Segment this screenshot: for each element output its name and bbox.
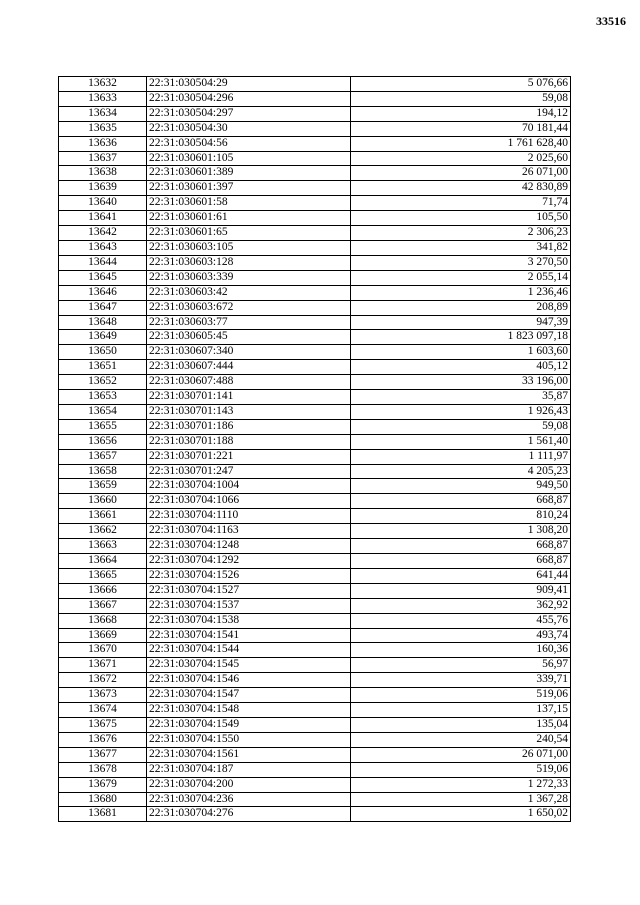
value-cell: 35,87 xyxy=(351,390,571,405)
table-row xyxy=(59,166,571,181)
value-cell: 641,44 xyxy=(351,568,571,583)
row-number-cell: 13667 xyxy=(59,598,147,613)
value-cell: 405,12 xyxy=(351,360,571,375)
cadastral-number-cell: 22:31:030704:1004 xyxy=(147,479,351,494)
table-row xyxy=(59,434,571,449)
cadastral-number-cell: 22:31:030601:65 xyxy=(147,226,351,241)
table-row xyxy=(59,255,571,270)
table-row xyxy=(59,77,571,92)
value-cell: 26 071,00 xyxy=(351,166,571,181)
table-row xyxy=(59,121,571,136)
cadastral-number-cell: 22:31:030603:77 xyxy=(147,315,351,330)
row-number-cell: 13650 xyxy=(59,345,147,360)
table-row xyxy=(59,404,571,419)
cadastral-number-cell: 22:31:030704:236 xyxy=(147,792,351,807)
row-number-cell: 13670 xyxy=(59,643,147,658)
row-number-cell: 13640 xyxy=(59,196,147,211)
row-number-cell: 13637 xyxy=(59,151,147,166)
value-cell: 1 236,46 xyxy=(351,285,571,300)
cadastral-number-cell: 22:31:030504:56 xyxy=(147,136,351,151)
value-cell: 70 181,44 xyxy=(351,121,571,136)
row-number-cell: 13633 xyxy=(59,91,147,106)
row-number-cell: 13672 xyxy=(59,673,147,688)
table-row xyxy=(59,106,571,121)
table-row xyxy=(59,539,571,554)
cadastral-number-cell: 22:31:030704:1561 xyxy=(147,747,351,762)
row-number-cell: 13665 xyxy=(59,568,147,583)
row-number-cell: 13634 xyxy=(59,106,147,121)
table-row xyxy=(59,285,571,300)
table-row xyxy=(59,196,571,211)
value-cell: 947,39 xyxy=(351,315,571,330)
table-row xyxy=(59,270,571,285)
row-number-cell: 13657 xyxy=(59,449,147,464)
cadastral-number-cell: 22:31:030701:247 xyxy=(147,464,351,479)
table-body xyxy=(59,77,571,822)
cadastral-number-cell: 22:31:030704:200 xyxy=(147,777,351,792)
value-cell: 519,06 xyxy=(351,688,571,703)
row-number-cell: 13649 xyxy=(59,330,147,345)
table-row xyxy=(59,613,571,628)
cadastral-number-cell: 22:31:030701:186 xyxy=(147,419,351,434)
cadastral-number-cell: 22:31:030601:397 xyxy=(147,181,351,196)
table-row xyxy=(59,375,571,390)
row-number-cell: 13654 xyxy=(59,404,147,419)
row-number-cell: 13641 xyxy=(59,211,147,226)
row-number-cell: 13676 xyxy=(59,732,147,747)
cadastral-number-cell: 22:31:030704:1066 xyxy=(147,494,351,509)
cadastral-number-cell: 22:31:030704:1538 xyxy=(147,613,351,628)
row-number-cell: 13681 xyxy=(59,807,147,822)
table-row xyxy=(59,688,571,703)
value-cell: 1 603,60 xyxy=(351,345,571,360)
row-number-cell: 13632 xyxy=(59,77,147,92)
cadastral-number-cell: 22:31:030607:340 xyxy=(147,345,351,360)
row-number-cell: 13680 xyxy=(59,792,147,807)
table-row xyxy=(59,807,571,822)
value-cell: 2 306,23 xyxy=(351,226,571,241)
row-number-cell: 13661 xyxy=(59,509,147,524)
row-number-cell: 13656 xyxy=(59,434,147,449)
cadastral-number-cell: 22:31:030603:672 xyxy=(147,300,351,315)
table-row xyxy=(59,479,571,494)
cadastral-number-cell: 22:31:030704:1527 xyxy=(147,583,351,598)
cadastral-number-cell: 22:31:030704:1292 xyxy=(147,554,351,569)
value-cell: 42 830,89 xyxy=(351,181,571,196)
page-number: 33516 xyxy=(596,14,626,28)
value-cell: 810,24 xyxy=(351,509,571,524)
table-row xyxy=(59,792,571,807)
cadastral-number-cell: 22:31:030704:1110 xyxy=(147,509,351,524)
cadastral-number-cell: 22:31:030504:297 xyxy=(147,106,351,121)
cadastral-number-cell: 22:31:030607:488 xyxy=(147,375,351,390)
table-row xyxy=(59,419,571,434)
cadastral-number-cell: 22:31:030704:1544 xyxy=(147,643,351,658)
value-cell: 1 926,43 xyxy=(351,404,571,419)
cadastral-number-cell: 22:31:030601:58 xyxy=(147,196,351,211)
cadastral-number-cell: 22:31:030701:221 xyxy=(147,449,351,464)
cadastral-number-cell: 22:31:030603:128 xyxy=(147,255,351,270)
cadastral-number-cell: 22:31:030601:389 xyxy=(147,166,351,181)
value-cell: 493,74 xyxy=(351,628,571,643)
table-row xyxy=(59,91,571,106)
value-cell: 208,89 xyxy=(351,300,571,315)
cadastral-number-cell: 22:31:030704:1547 xyxy=(147,688,351,703)
value-cell: 1 272,33 xyxy=(351,777,571,792)
value-cell: 668,87 xyxy=(351,554,571,569)
row-number-cell: 13653 xyxy=(59,390,147,405)
table-row xyxy=(59,762,571,777)
table-row xyxy=(59,449,571,464)
table-row xyxy=(59,568,571,583)
value-cell: 137,15 xyxy=(351,703,571,718)
table-row xyxy=(59,136,571,151)
cadastral-number-cell: 22:31:030704:1550 xyxy=(147,732,351,747)
cadastral-number-cell: 22:31:030704:1541 xyxy=(147,628,351,643)
value-cell: 160,36 xyxy=(351,643,571,658)
row-number-cell: 13662 xyxy=(59,524,147,539)
table-row xyxy=(59,315,571,330)
value-cell: 71,74 xyxy=(351,196,571,211)
table-row xyxy=(59,300,571,315)
value-cell: 240,54 xyxy=(351,732,571,747)
row-number-cell: 13651 xyxy=(59,360,147,375)
value-cell: 1 111,97 xyxy=(351,449,571,464)
cadastral-number-cell: 22:31:030704:1548 xyxy=(147,703,351,718)
cadastral-number-cell: 22:31:030704:187 xyxy=(147,762,351,777)
table-row xyxy=(59,777,571,792)
cadastral-number-cell: 22:31:030701:143 xyxy=(147,404,351,419)
table-row xyxy=(59,151,571,166)
row-number-cell: 13655 xyxy=(59,419,147,434)
row-number-cell: 13668 xyxy=(59,613,147,628)
value-cell: 1 308,20 xyxy=(351,524,571,539)
table-row xyxy=(59,524,571,539)
value-cell: 909,41 xyxy=(351,583,571,598)
cadastral-number-cell: 22:31:030601:61 xyxy=(147,211,351,226)
cadastral-number-cell: 22:31:030504:30 xyxy=(147,121,351,136)
value-cell: 59,08 xyxy=(351,91,571,106)
row-number-cell: 13669 xyxy=(59,628,147,643)
table-row xyxy=(59,509,571,524)
row-number-cell: 13677 xyxy=(59,747,147,762)
row-number-cell: 13648 xyxy=(59,315,147,330)
table-row xyxy=(59,554,571,569)
row-number-cell: 13675 xyxy=(59,717,147,732)
row-number-cell: 13664 xyxy=(59,554,147,569)
value-cell: 362,92 xyxy=(351,598,571,613)
value-cell: 2 055,14 xyxy=(351,270,571,285)
cadastral-number-cell: 22:31:030603:339 xyxy=(147,270,351,285)
row-number-cell: 13646 xyxy=(59,285,147,300)
row-number-cell: 13647 xyxy=(59,300,147,315)
table-row xyxy=(59,643,571,658)
value-cell: 5 076,66 xyxy=(351,77,571,92)
table-row xyxy=(59,226,571,241)
value-cell: 2 025,60 xyxy=(351,151,571,166)
cadastral-number-cell: 22:31:030704:1526 xyxy=(147,568,351,583)
value-cell: 4 205,23 xyxy=(351,464,571,479)
cadastral-value-table xyxy=(58,76,571,822)
cadastral-number-cell: 22:31:030704:1537 xyxy=(147,598,351,613)
cadastral-number-cell: 22:31:030704:1163 xyxy=(147,524,351,539)
table-row xyxy=(59,181,571,196)
table-row xyxy=(59,345,571,360)
cadastral-number-cell: 22:31:030603:105 xyxy=(147,240,351,255)
table-row xyxy=(59,628,571,643)
table-row xyxy=(59,330,571,345)
cadastral-number-cell: 22:31:030504:29 xyxy=(147,77,351,92)
value-cell: 1 561,40 xyxy=(351,434,571,449)
value-cell: 105,50 xyxy=(351,211,571,226)
value-cell: 194,12 xyxy=(351,106,571,121)
row-number-cell: 13652 xyxy=(59,375,147,390)
table-row xyxy=(59,240,571,255)
value-cell: 949,50 xyxy=(351,479,571,494)
value-cell: 339,71 xyxy=(351,673,571,688)
cadastral-number-cell: 22:31:030704:1549 xyxy=(147,717,351,732)
row-number-cell: 13678 xyxy=(59,762,147,777)
table-row xyxy=(59,673,571,688)
table-row xyxy=(59,360,571,375)
cadastral-number-cell: 22:31:030704:276 xyxy=(147,807,351,822)
row-number-cell: 13645 xyxy=(59,270,147,285)
table-row xyxy=(59,703,571,718)
value-cell: 668,87 xyxy=(351,494,571,509)
row-number-cell: 13663 xyxy=(59,539,147,554)
cadastral-number-cell: 22:31:030605:45 xyxy=(147,330,351,345)
value-cell: 519,06 xyxy=(351,762,571,777)
table-row xyxy=(59,211,571,226)
row-number-cell: 13644 xyxy=(59,255,147,270)
row-number-cell: 13638 xyxy=(59,166,147,181)
cadastral-number-cell: 22:31:030704:1545 xyxy=(147,658,351,673)
row-number-cell: 13643 xyxy=(59,240,147,255)
value-cell: 341,82 xyxy=(351,240,571,255)
table-row xyxy=(59,598,571,613)
table-row xyxy=(59,464,571,479)
table-row xyxy=(59,390,571,405)
row-number-cell: 13642 xyxy=(59,226,147,241)
row-number-cell: 13658 xyxy=(59,464,147,479)
value-cell: 455,76 xyxy=(351,613,571,628)
cadastral-number-cell: 22:31:030601:105 xyxy=(147,151,351,166)
table-row xyxy=(59,717,571,732)
cadastral-number-cell: 22:31:030603:42 xyxy=(147,285,351,300)
cadastral-number-cell: 22:31:030504:296 xyxy=(147,91,351,106)
value-cell: 1 367,28 xyxy=(351,792,571,807)
value-cell: 56,97 xyxy=(351,658,571,673)
value-cell: 1 650,02 xyxy=(351,807,571,822)
value-cell: 135,04 xyxy=(351,717,571,732)
row-number-cell: 13673 xyxy=(59,688,147,703)
table-row xyxy=(59,583,571,598)
cadastral-number-cell: 22:31:030607:444 xyxy=(147,360,351,375)
value-cell: 1 761 628,40 xyxy=(351,136,571,151)
cadastral-number-cell: 22:31:030701:141 xyxy=(147,390,351,405)
row-number-cell: 13679 xyxy=(59,777,147,792)
row-number-cell: 13639 xyxy=(59,181,147,196)
table-row xyxy=(59,747,571,762)
value-cell: 3 270,50 xyxy=(351,255,571,270)
table-row xyxy=(59,658,571,673)
row-number-cell: 13666 xyxy=(59,583,147,598)
row-number-cell: 13635 xyxy=(59,121,147,136)
value-cell: 59,08 xyxy=(351,419,571,434)
table-row xyxy=(59,732,571,747)
cadastral-number-cell: 22:31:030704:1248 xyxy=(147,539,351,554)
value-cell: 33 196,00 xyxy=(351,375,571,390)
row-number-cell: 13660 xyxy=(59,494,147,509)
value-cell: 668,87 xyxy=(351,539,571,554)
value-cell: 1 823 097,18 xyxy=(351,330,571,345)
row-number-cell: 13671 xyxy=(59,658,147,673)
row-number-cell: 13674 xyxy=(59,703,147,718)
value-cell: 26 071,00 xyxy=(351,747,571,762)
row-number-cell: 13659 xyxy=(59,479,147,494)
cadastral-number-cell: 22:31:030701:188 xyxy=(147,434,351,449)
cadastral-number-cell: 22:31:030704:1546 xyxy=(147,673,351,688)
row-number-cell: 13636 xyxy=(59,136,147,151)
table-row xyxy=(59,494,571,509)
